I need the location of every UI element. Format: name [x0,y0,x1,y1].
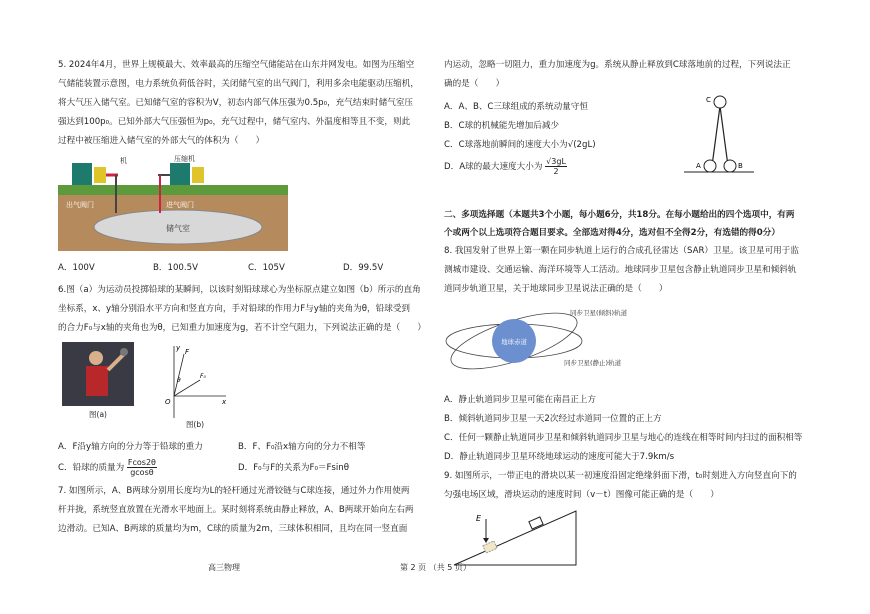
q7-option-a[interactable]: A．A、B、C三球组成的系统动量守恒 [444,102,588,112]
q8-option-c[interactable]: C．任何一颗静止轨道同步卫星和倾斜轨道同步卫星与地心的连线在相等时间内扫过的面积相等 [444,433,803,443]
q8-line: 8. 我国发射了世界上第一颗在同步轨道上运行的合成孔径雷达（SAR）卫星。该卫星可用于监 [444,246,799,256]
axis-y-label: y [176,344,181,352]
caption-b: 图(b) [185,420,205,429]
q7-option-d[interactable] [444,155,816,179]
outlet-valve-label: 出气阀门 [66,201,94,209]
rods-figure [684,92,754,174]
compressed-air-figure [58,155,288,251]
incline-figure [450,507,580,569]
force-diagram [160,342,230,422]
section-2-line: 二、多项选择题（本题共3个小题，每小题6分，共18分。在每小题给出的四个选项中，有两 [444,210,795,220]
earth-label: 地球赤道 [501,338,527,346]
q8-options [444,391,816,467]
top-right-label: 压缩机 [174,155,195,163]
q5-line: 强达到100p₀。已知外部大气压强恒为p₀，充气过程中，储气室内、外温度相等且不变，则此 [58,117,411,127]
q6-option-b[interactable]: B．F、F₀沿x轴方向的分力不相等 [238,442,366,452]
question-7 [58,482,433,539]
right-column [444,56,816,569]
figure-a [62,342,134,434]
q6-figures [62,342,433,434]
field-e-label: E [476,514,482,523]
q5-option-a[interactable]: A．100V [58,263,95,273]
figure-b [160,342,230,434]
force-f0-label: F₀ [200,373,206,380]
static-orbit-label: 同步卫星(静止)轨道 [564,359,622,367]
satellite-orbits-figure [444,301,684,383]
q6-line: 的合力F₀与x轴的夹角也为θ，已知重力加速度为g，若不计空气阻力，下列说法正确的是（ ） [58,323,426,333]
q8-option-d[interactable]: D．静止轨道同步卫星环绕地球运动的速度可能大于7.9km/s [444,452,675,462]
q5-line: 将大气压入储气室。已知储气室的容积为V，初态内部气体压强为0.5p₀，充气结束时储气室压 [58,98,414,108]
shot-put-photo [62,342,134,406]
q5-options [58,259,433,277]
inlet-valve-label: 进气阀门 [166,201,194,209]
q5-line: 5. 2024年4月，世界上规模最大、效率最高的压缩空气储能站在山东并网发电。如图为压缩空 [58,60,415,70]
q7-option-d-numerator: √3gL [546,157,566,166]
q9-line: 匀强电场区域，滑块运动的速度时间（v－t）图像可能正确的是（ ） [444,490,719,500]
q8-line: 道同步轨道卫星，关于地球同步卫星说法正确的是（ ） [444,284,668,294]
question-6 [58,281,433,338]
q7-line: 边滑动。已知A、B两球的质量均为m，C球的质量为2m，三球体积相同，且均在同一竖直面 [58,524,408,534]
ball-b-label: B [738,162,743,170]
section-2-header [444,206,816,242]
ball-a-label: A [696,162,701,170]
caption-a: 图(a) [89,410,107,419]
top-left-label: 机 [120,157,127,165]
q8-option-b[interactable]: B．倾斜轨道同步卫星一天2次经过赤道同一位置的正上方 [444,414,662,424]
q6-option-c[interactable] [58,456,238,480]
tank-label: 储气室 [166,224,190,233]
q5-line: 过程中被压缩进入储气室的外部大气的体积为（ ） [58,136,265,146]
q6-option-a[interactable]: A．F沿y轴方向的分力等于铅球的重力 [58,442,203,452]
axis-x-label: x [222,398,227,406]
q8-option-a[interactable]: A．静止轨道同步卫星可能在南昌正上方 [444,395,596,405]
origin-label: O [165,398,171,406]
question-9 [444,467,816,505]
q6-line: 坐标系，x、y轴分别沿水平方向和竖直方向，手对铅球的作用力F与y轴的夹角为θ，铅球受到 [58,304,411,314]
q7-right-line: 确的是（ ） [444,79,505,89]
q7-option-d-denominator: 2 [553,167,559,176]
q6-option-c-numerator: Fcos2θ [127,458,156,467]
footer-page-number: 第 2 页 （共 5 页） [400,563,471,572]
q7-right-line: 内运动，忽略一切阻力，重力加速度为g。系统从静止释放到C球落地前的过程，下列说法正 [444,60,791,70]
q8-line: 测城市建设、交通运输、海洋环境等人工活动。地球同步卫星包含静止轨道同步卫星和倾斜轨 [444,265,797,275]
q7-option-d-text: D．A球的最大速度大小为 [444,162,543,172]
q6-options-row1 [58,438,433,456]
q5-option-b[interactable]: B．100.5V [153,263,198,273]
theta-label: θ [177,377,181,384]
q6-option-c-denominator: gcosθ [130,468,154,477]
q9-line: 9. 如图所示，一带正电的滑块以某一初速度沿固定绝缘斜面下滑，t₀时刻进入方向竖直向下的 [444,471,797,481]
q7-option-d-fraction [545,157,567,176]
q7-option-c[interactable]: C．C球落地前瞬间的速度大小为√(2gL) [444,140,596,150]
q7-line: 7. 如图所示，A、B两球分别用长度均为L的轻杆通过光滑铰链与C球连接，通过外力作用使两 [58,486,410,496]
section-2-line: 个或两个以上选项符合题目要求。全部选对得4分，选对但不全得2分，有选错的得0分） [444,228,780,238]
q6-option-c-text: C．铅球的质量为 [58,463,125,473]
q6-option-c-fraction [127,458,157,477]
q7-line: 杆并拢，系统竖直放置在光滑水平地面上。某时刻将系统由静止释放，A、B两球开始向左右两 [58,505,414,515]
question-7-continued [444,56,816,206]
inclined-orbit-label: 同步卫星(倾斜)轨道 [570,309,628,317]
q6-line: 6.图（a）为运动员投掷铅球的某瞬间，以该时刻铅球球心为坐标原点建立如图（b）所示的直角 [58,285,421,295]
ball-c-label: C [706,96,711,104]
q5-option-d[interactable]: D．99.5V [343,263,384,273]
q7-option-b[interactable]: B．C球的机械能先增加后减少 [444,121,560,131]
q5-line: 气储能装置示意图，电力系统负荷低谷时，关闭储气室的出气阀门，利用多余电能驱动压缩机， [58,79,419,89]
q6-option-d[interactable]: D．F₀与F的关系为F₀＝Fsinθ [238,463,350,473]
force-f-label: F [185,348,190,356]
q5-option-c[interactable]: C．105V [248,263,285,273]
question-8 [444,242,816,299]
left-column [58,56,433,539]
question-5 [58,56,433,151]
footer-subject: 高三物理 [208,563,240,572]
q6-options-row2 [58,456,433,480]
